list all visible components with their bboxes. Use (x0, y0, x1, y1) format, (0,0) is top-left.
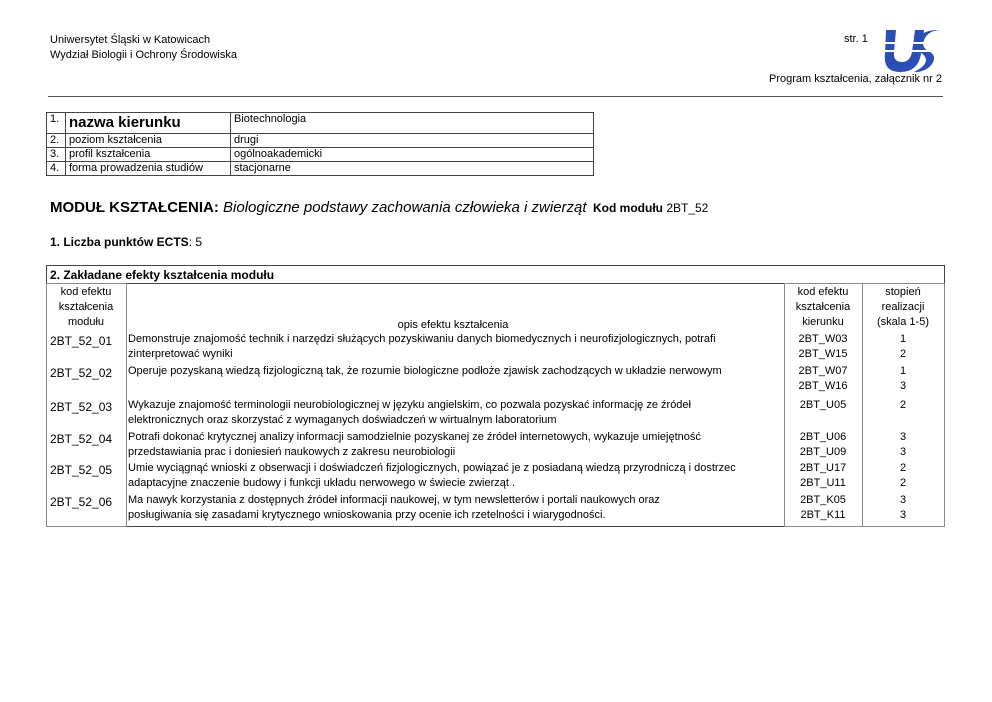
outcome-description (128, 461, 783, 491)
desc-line: adaptacyjne znaczenie budowy i funkcji układu nerwowego w świecie zwierząt . (128, 477, 516, 489)
faculty-name: Wydział Biologii i Ochrony Środowiska (50, 49, 237, 61)
info-row (47, 148, 594, 162)
levels (870, 398, 936, 413)
program-code: 2BT_U06 (799, 431, 847, 443)
module-code-value: 2BT_52 (666, 201, 709, 215)
level-value: 3 (899, 380, 907, 392)
info-label: forma prowadzenia studiów (66, 162, 231, 176)
ects-label: 1. Liczba punktów ECTS (50, 235, 189, 249)
info-value: stacjonarne (231, 162, 594, 176)
program-note: Program kształcenia, załącznik nr 2 (768, 73, 942, 85)
level-value: 3 (899, 446, 907, 458)
col-header-line: realizacji (881, 301, 925, 313)
level-value: 1 (899, 365, 907, 377)
outcome-description (128, 364, 783, 379)
desc-line: przedstawiania prac i doniesień naukowych z zakresu neurobiologii (128, 446, 456, 458)
module-label: MODUŁ KSZTAŁCENIA: (50, 199, 219, 216)
col-header-line: kształcenia (58, 301, 114, 313)
info-value: ogólnoakademicki (231, 148, 594, 162)
levels (870, 332, 936, 362)
desc-line: Potrafi dokonać krytycznej analizy informacji samodzielnie pozyskanej ze źródeł internetowych, wykazuje umiejętność (128, 431, 701, 443)
ects-value: : 5 (188, 235, 203, 249)
program-code: 2BT_W15 (798, 348, 848, 360)
program-code: 2BT_U11 (800, 477, 846, 489)
program-code: 2BT_W16 (798, 380, 848, 392)
col-header-line: kształcenia (795, 301, 851, 313)
levels (870, 493, 936, 523)
desc-line: Ma nawyk korzystania z dostępnych źródeł informacji naukowej, w tym newsletterów i portali naukowych oraz (128, 494, 660, 506)
outcome-description (128, 332, 783, 362)
level-value: 2 (899, 399, 907, 411)
module-code-label: Kod modułu (593, 201, 663, 215)
program-code: 2BT_W07 (798, 365, 848, 377)
desc-line: Umie wyciągnąć wnioski z obserwacji i doświadczeń fizjologicznych, powiązać je z posiadaną wiedzą przyrodniczą i dostrzec (128, 462, 736, 474)
col-header-description: opis efektu kształcenia (397, 319, 509, 331)
module-code (593, 201, 708, 215)
outcomes-heading: 2. Zakładane efekty kształcenia modułu (50, 268, 275, 282)
desc-line: Wykazuje znajomość terminologii neurobiologicznej w języku angielskim, co pozwala pozyskać informację ze źródeł (128, 399, 691, 411)
program-info-table (46, 112, 594, 176)
program-codes (787, 430, 859, 460)
info-num: 4. (47, 162, 66, 176)
outcome-code: 2BT_52_02 (50, 366, 113, 380)
col-header-line: stopień (885, 286, 921, 298)
program-codes (787, 493, 859, 523)
col-header-line: kierunku (802, 316, 844, 328)
desc-line: elektronicznych oraz skorzystać z wymaganych doświadczeń w wirtualnym laboratorium (128, 414, 557, 426)
program-codes (787, 364, 859, 394)
desc-line: zinterpretować wyniki (128, 348, 233, 360)
outcome-description (128, 493, 783, 523)
info-row (47, 134, 594, 148)
level-value: 3 (899, 509, 907, 521)
level-value: 2 (899, 462, 907, 474)
outcome-code: 2BT_52_03 (50, 400, 113, 414)
info-num: 3. (47, 148, 66, 162)
info-num: 1. (47, 113, 66, 134)
program-code: 2BT_K05 (800, 494, 846, 506)
col-header-line: kod efektu (60, 286, 112, 298)
page-number: str. 1 (844, 33, 868, 45)
header-divider (48, 96, 943, 97)
desc-line: posługiwania się zasadami krytycznego wnioskowania przy ocenie ich rzetelności i wiarygodności. (128, 509, 606, 521)
info-value: drugi (231, 134, 594, 148)
program-code: 2BT_K11 (800, 509, 846, 521)
program-codes (787, 461, 859, 491)
col-header-line: (skala 1-5) (877, 316, 929, 328)
desc-line: Operuje pozyskaną wiedzą fizjologiczną tak, że rozumie biologiczne podłoże zjawisk zachodzących w układzie nerwowym (128, 365, 722, 377)
outcome-code: 2BT_52_05 (50, 463, 113, 477)
program-code: 2BT_U05 (799, 399, 847, 411)
info-row (47, 113, 594, 134)
outcome-code: 2BT_52_04 (50, 432, 113, 446)
info-num: 2. (47, 134, 66, 148)
info-label: nazwa kierunku (66, 113, 231, 134)
info-value: Biotechnologia (231, 113, 594, 134)
col-header-line: kod efektu (797, 286, 849, 298)
program-code: 2BT_U17 (799, 462, 847, 474)
outcome-code: 2BT_52_01 (50, 334, 113, 348)
module-name: Biologiczne podstawy zachowania człowieka i zwierząt (223, 199, 587, 216)
outcome-code: 2BT_52_06 (50, 495, 113, 509)
level-value: 2 (899, 348, 907, 360)
university-name: Uniwersytet Śląski w Katowicach (50, 34, 211, 46)
program-codes (787, 332, 859, 362)
ects-points (50, 235, 202, 249)
level-value: 1 (899, 333, 907, 345)
level-value: 2 (899, 477, 907, 489)
module-title (50, 199, 587, 216)
desc-line: Demonstruje znajomość technik i narzędzi służących pozyskiwaniu danych biomedycznych i neurofizjologicznych, potrafi (128, 333, 716, 345)
levels (870, 461, 936, 491)
level-value: 3 (899, 494, 907, 506)
outcome-description (128, 430, 783, 460)
col-header-line: modułu (67, 316, 105, 328)
info-row (47, 162, 594, 176)
level-value: 3 (899, 431, 907, 443)
program-codes (787, 398, 859, 413)
info-label: profil kształcenia (66, 148, 231, 162)
program-code: 2BT_U09 (799, 446, 847, 458)
info-label: poziom kształcenia (66, 134, 231, 148)
levels (870, 430, 936, 460)
outcome-description (128, 398, 783, 428)
levels (870, 364, 936, 394)
us-logo-icon (880, 28, 944, 79)
program-code: 2BT_W03 (798, 333, 848, 345)
